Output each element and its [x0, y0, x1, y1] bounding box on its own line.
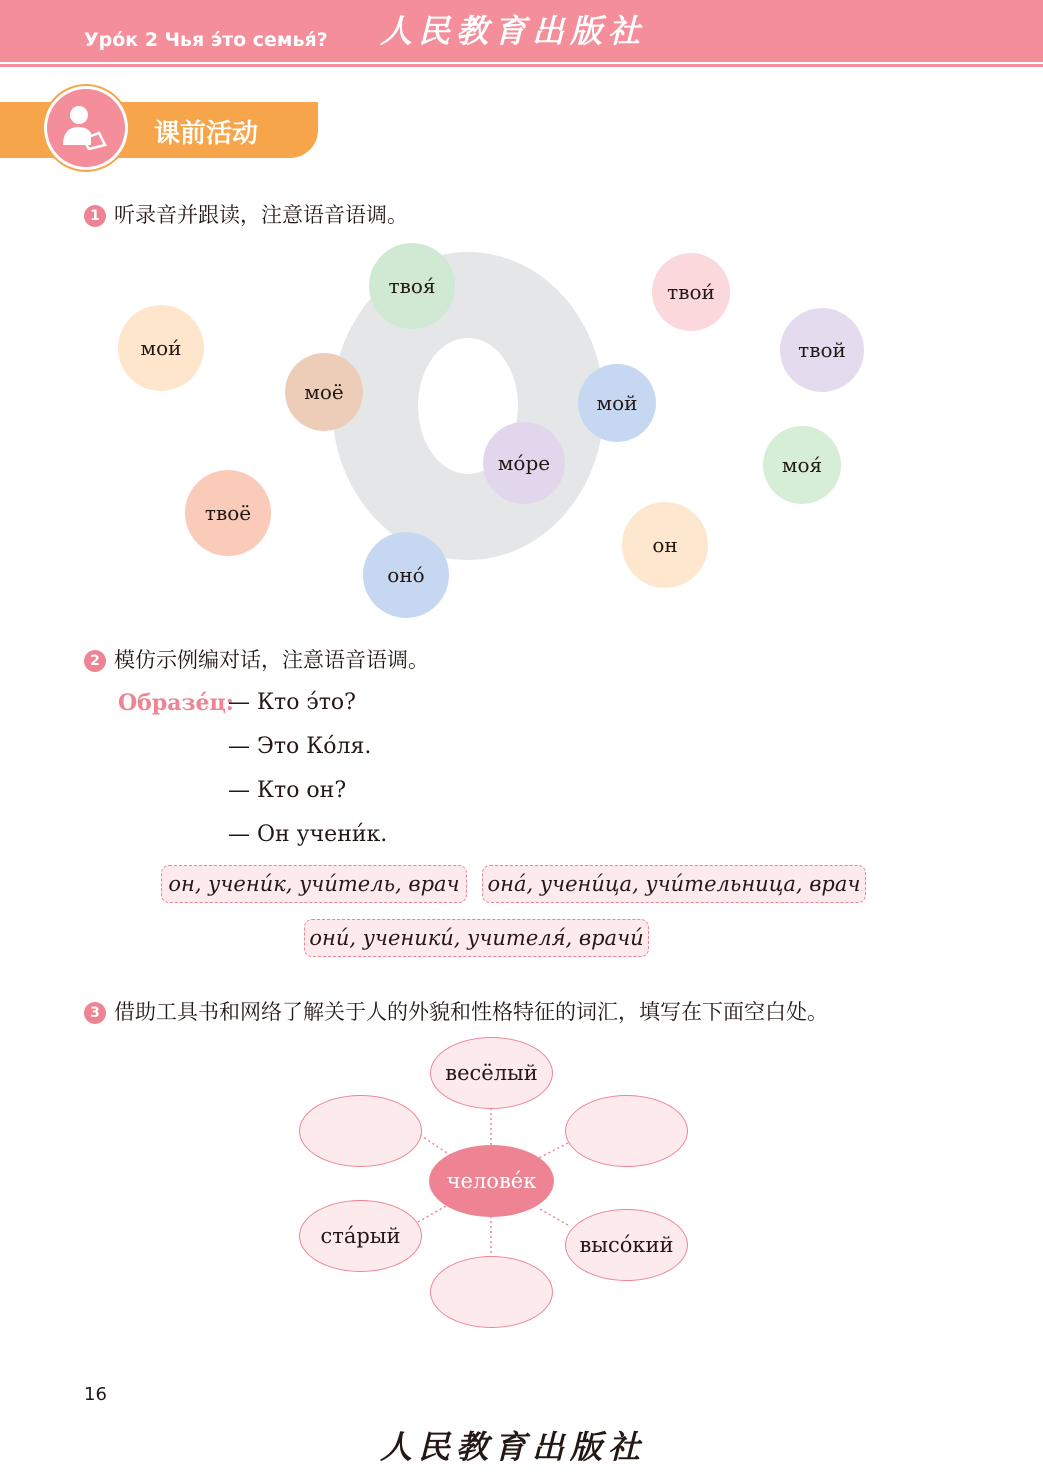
word-set-box: он, учени́к, учи́тель, врач: [161, 865, 467, 903]
dialogue-line: — Это Ко́ля.: [228, 734, 372, 759]
task-text: 模仿示例编对话，注意语音语调。: [114, 648, 429, 672]
mindmap-node[interactable]: весёлый: [430, 1037, 553, 1109]
word-bubble: моя́: [763, 426, 841, 504]
word-bubble: твой: [780, 308, 864, 392]
task-text: 听录音并跟读，注意语音语调。: [114, 203, 408, 227]
word-bubble: оно́: [363, 532, 449, 618]
word-bubble: мой: [578, 364, 656, 442]
sample-label: Образе́ц:: [118, 690, 234, 716]
publisher-logo-bottom: 人民教育出版社: [380, 1428, 647, 1466]
publisher-logo-top: 人民教育出版社: [380, 12, 647, 50]
word-bubble: мои́: [118, 305, 204, 391]
mindmap-node-empty[interactable]: [430, 1256, 553, 1328]
task-text: 借助工具书和网络了解关于人的外貌和性格特征的词汇，填写在下面空白处。: [114, 1000, 828, 1024]
word-set-box: они́, ученики́, учителя́, врачи́: [304, 919, 649, 957]
page-number: 16: [84, 1384, 107, 1405]
word-bubble: твоя́: [369, 243, 455, 329]
connector-line: [418, 1206, 446, 1222]
mindmap-node-empty[interactable]: [299, 1095, 422, 1167]
mindmap-center-node: челове́к: [429, 1145, 554, 1217]
word-bubble: твои́: [652, 253, 730, 331]
word-bubble: твоё: [185, 470, 271, 556]
word-bubble: моё: [285, 353, 363, 431]
dialogue-line: — Кто он?: [228, 778, 347, 803]
mindmap-node-empty[interactable]: [565, 1095, 688, 1167]
lesson-title: Уро́к 2 Чья э́то семья́?: [84, 29, 328, 51]
task-number: 1: [84, 205, 106, 227]
word-set-box: она́, учени́ца, учи́тельница, врач: [482, 865, 866, 903]
mindmap-node[interactable]: высо́кий: [565, 1209, 688, 1281]
connector-line: [420, 1135, 450, 1155]
dialogue-line: — Кто э́то?: [228, 690, 356, 715]
task-number: 2: [84, 650, 106, 672]
word-bubble: он: [622, 502, 708, 588]
mindmap-node[interactable]: ста́рый: [299, 1200, 422, 1272]
section-title: 课前活动: [154, 119, 259, 149]
connector-line: [538, 1208, 568, 1225]
task-number: 3: [84, 1002, 106, 1024]
word-bubble: мо́ре: [483, 422, 565, 504]
dialogue-line: — Он учени́к.: [228, 822, 388, 847]
